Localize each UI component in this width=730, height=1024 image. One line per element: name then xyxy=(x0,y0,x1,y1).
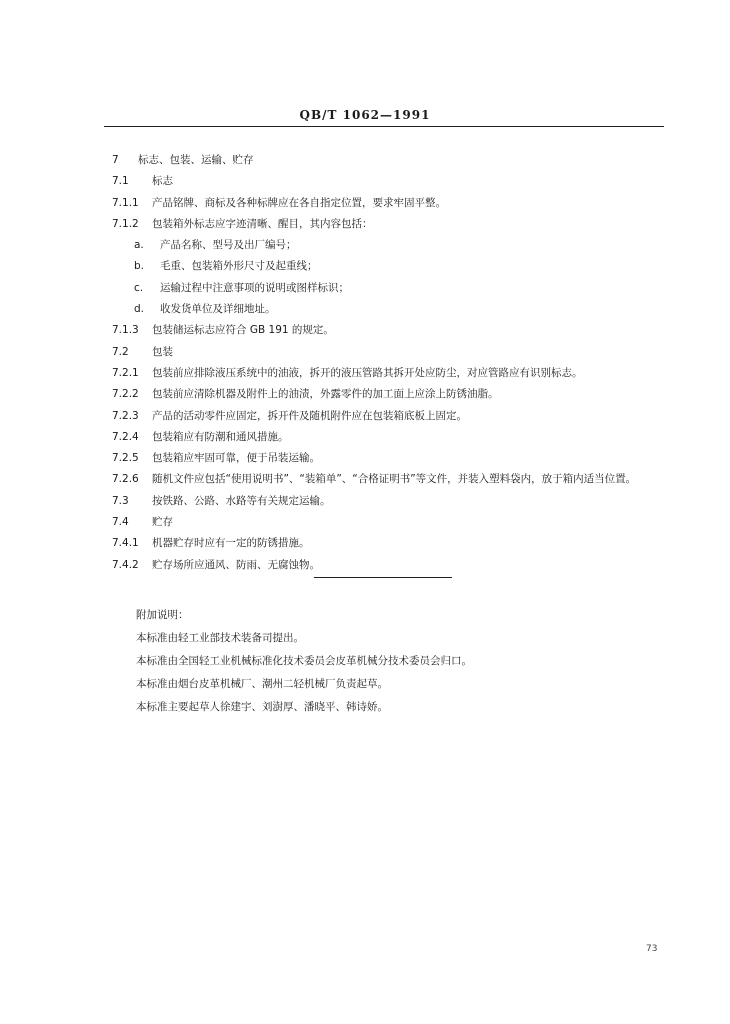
clause-number: 7.2.2 xyxy=(112,388,139,401)
notes-line: 本标准由烟台皮革机械厂、潮州二轻机械厂负责起草。 xyxy=(136,678,388,690)
clause-text: 包装前应排除液压系统中的油液，拆开的液压管路其拆开处应防尘，对应管路应有识别标志。 xyxy=(152,366,583,379)
clause-number: 7.1.1 xyxy=(112,196,139,209)
clause-number: 7.4.1 xyxy=(112,537,139,550)
clause-text: 标志 xyxy=(152,175,173,188)
clause-text: 包装箱外标志应字迹清晰、醒目，其内容包括： xyxy=(152,217,373,230)
list-text: 收发货单位及详细地址。 xyxy=(160,303,276,316)
clause-text: 包装箱应有防潮和通风措施。 xyxy=(152,430,289,443)
list-text: 毛重、包装箱外形尺寸及起重线； xyxy=(160,260,318,273)
clause-number: 7.2.6 xyxy=(112,473,139,486)
clause-text: 包装 xyxy=(152,345,173,358)
page-number: 73 xyxy=(646,944,658,954)
notes-line: 本标准主要起草人徐建宇、刘澍厚、潘晓平、韩诗娇。 xyxy=(136,701,388,713)
clause-text: 产品铭牌、商标及各种标牌应在各自指定位置，要求牢固平整。 xyxy=(152,196,446,209)
clause xyxy=(112,342,672,363)
clause-number: 7.2.5 xyxy=(112,452,139,465)
clause xyxy=(112,533,672,554)
list-marker: b. xyxy=(134,260,145,273)
clause-text: 贮存场所应通风、防雨、无腐蚀物。 xyxy=(152,558,320,571)
standard-code: QB/T 1062—1991 xyxy=(299,108,431,122)
clause xyxy=(112,384,672,405)
clause xyxy=(112,171,672,192)
section-heading xyxy=(112,150,672,171)
list-item xyxy=(112,299,672,320)
clause-number: 7.2.4 xyxy=(112,430,139,443)
clause xyxy=(112,448,672,469)
clause-number: 7.4.2 xyxy=(112,558,139,571)
clause-text: 包装前应清除机器及附件上的油渍，外露零件的加工面上应涂上防锈油脂。 xyxy=(152,388,499,401)
clause xyxy=(112,555,672,576)
clause-text: 包装箱应牢固可靠，便于吊装运输。 xyxy=(152,452,320,465)
clause-number: 7.2.3 xyxy=(112,409,139,422)
list-item xyxy=(112,235,672,256)
section-7-body xyxy=(112,150,672,576)
clause-text: 按铁路、公路、水路等有关规定运输。 xyxy=(152,494,331,507)
clause xyxy=(112,214,672,235)
list-marker: c. xyxy=(134,281,144,294)
list-text: 产品名称、型号及出厂编号； xyxy=(160,239,297,252)
additional-notes xyxy=(136,604,656,719)
header-rule xyxy=(104,126,664,127)
list-item xyxy=(112,256,672,277)
notes-title: 附加说明： xyxy=(136,609,189,621)
clause-text: 包装储运标志应符合 GB 191 的规定。 xyxy=(152,324,334,337)
clause-number: 7.2.1 xyxy=(112,366,139,379)
notes-line: 本标准由全国轻工业机械标准化技术委员会皮革机械分技术委员会归口。 xyxy=(136,655,472,667)
clause-number: 7.1 xyxy=(112,175,129,188)
clause-number: 7.4 xyxy=(112,516,129,529)
clause xyxy=(112,469,657,490)
clause xyxy=(112,512,672,533)
clause-text: 贮存 xyxy=(152,516,173,529)
clause xyxy=(112,406,672,427)
clause-number: 7 xyxy=(112,154,119,166)
clause-text: 随机文件应包括“使用说明书”、“装箱单”、“合格证明书”等文件，并装入塑料袋内，放于箱内适当位置。 xyxy=(152,473,637,486)
list-marker: d. xyxy=(134,303,145,316)
clause xyxy=(112,320,672,341)
list-text: 运输过程中注意事项的说明或图样标识； xyxy=(160,281,349,294)
clause-number: 7.2 xyxy=(112,345,129,358)
clause-number: 7.1.3 xyxy=(112,324,139,337)
list-item xyxy=(112,278,672,299)
clause xyxy=(112,427,672,448)
list-marker: a. xyxy=(134,239,144,252)
clause xyxy=(112,363,672,384)
clause-number: 7.1.2 xyxy=(112,217,139,230)
clause-text: 机器贮存时应有一定的防锈措施。 xyxy=(152,537,310,550)
end-of-text-rule xyxy=(314,577,452,578)
clause-text: 产品的活动零件应固定，拆开件及随机附件应在包装箱底板上固定。 xyxy=(152,409,467,422)
clause xyxy=(112,491,672,512)
clause xyxy=(112,193,672,214)
notes-line: 本标准由轻工业部技术装备司提出。 xyxy=(136,632,304,644)
clause-number: 7.3 xyxy=(112,494,129,507)
clause-text: 标志、包装、运输、贮存 xyxy=(138,154,254,166)
